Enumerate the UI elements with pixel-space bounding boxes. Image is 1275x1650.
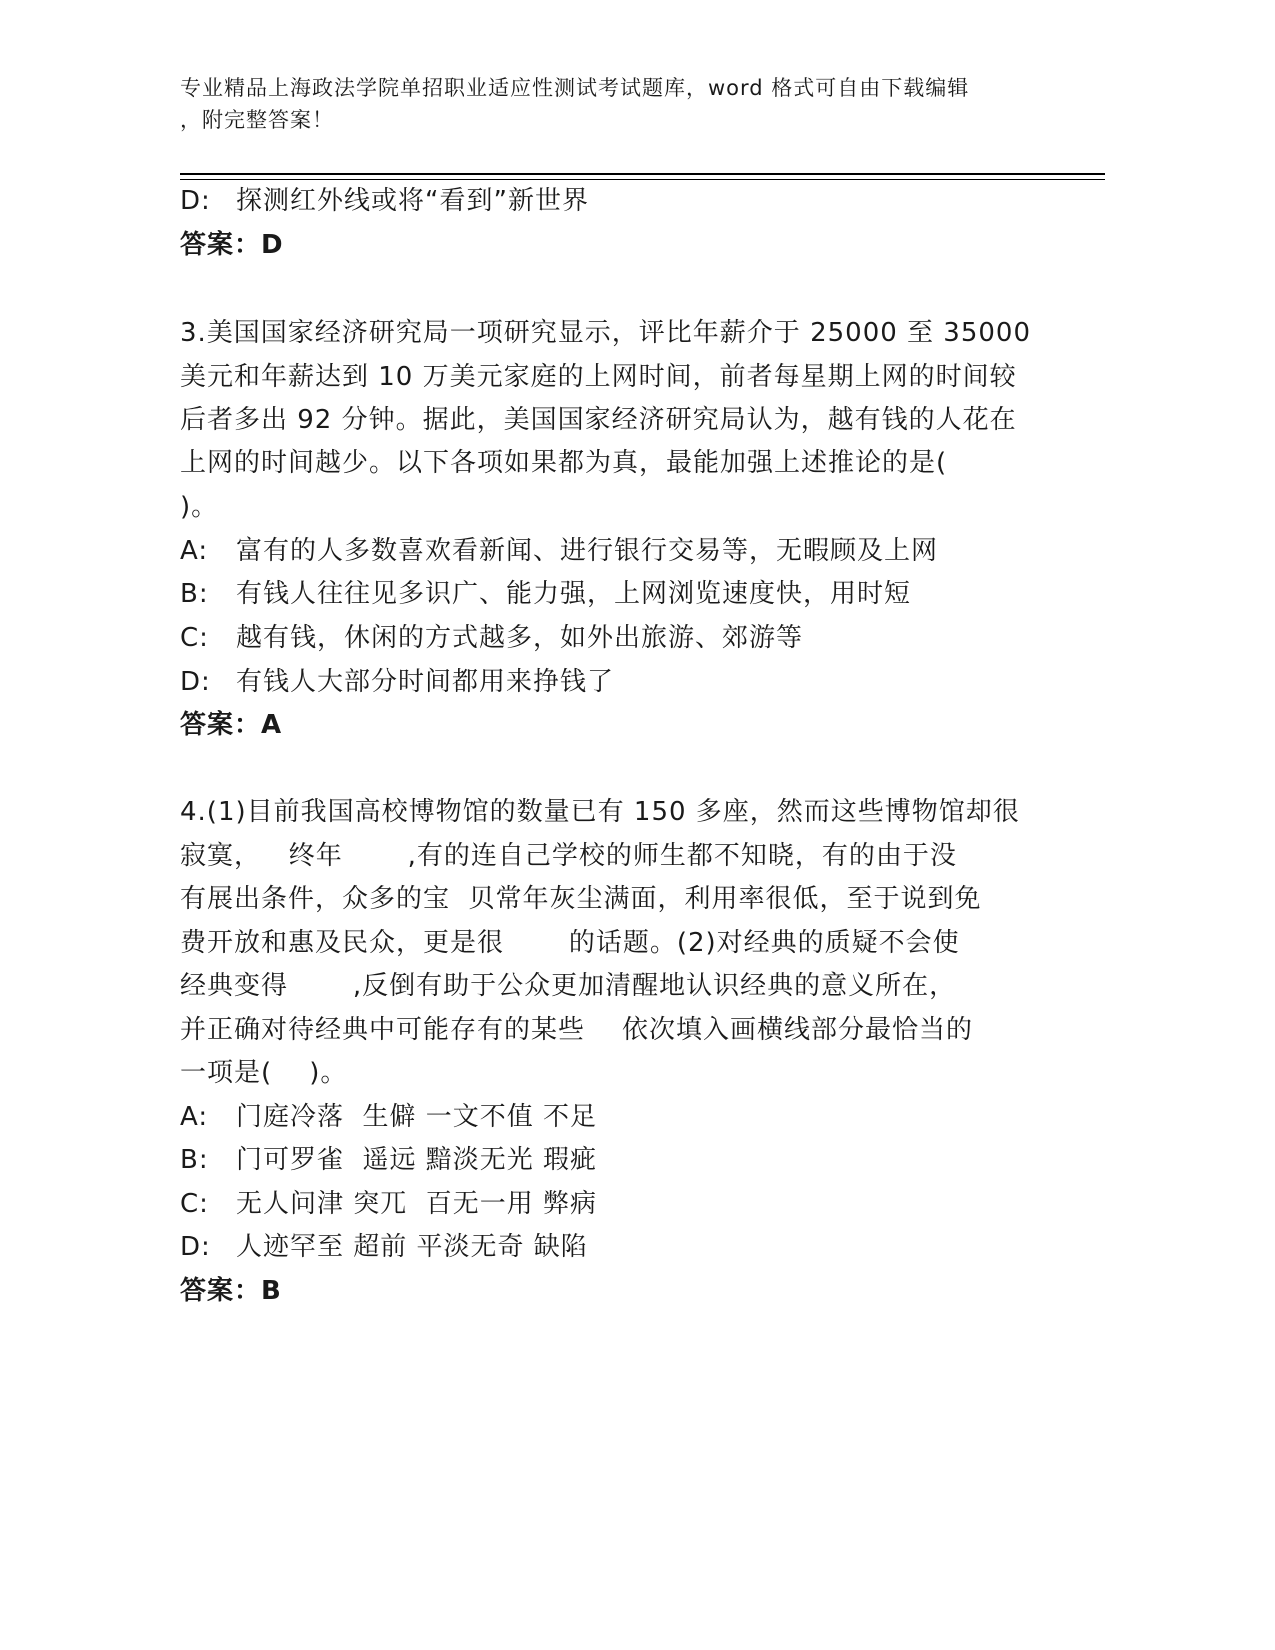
- option-text: 门可罗雀 遥远 黯淡无光 瑕疵: [236, 1145, 598, 1175]
- q4-stem-line: 并正确对待经典中可能存有的某些 依次填入画横线部分最恰当的: [180, 1015, 974, 1045]
- option-text: 有钱人往往见多识广、能力强，上网浏览速度快，用时短: [236, 579, 912, 609]
- q4-stem-line: 经典变得 ,反倒有助于公众更加清醒地认识经典的意义所在，: [180, 971, 957, 1001]
- q3-stem-line: 3.美国国家经济研究局一项研究显示，评比年薪介于 25000 至 35000: [180, 318, 1032, 348]
- header-rule-thick: [180, 173, 1105, 175]
- option-letter: A:: [180, 536, 209, 566]
- option-letter: B:: [180, 579, 209, 609]
- q3-stem-line: )。: [180, 492, 219, 522]
- q4-stem-line: 4.(1)目前我国高校博物馆的数量已有 150 多座，然而这些博物馆却很: [180, 797, 1020, 827]
- q3-answer: 答案：A: [180, 710, 283, 740]
- option-text: 门庭冷落 生僻 一文不值 不足: [236, 1102, 598, 1132]
- option-text: 探测红外线或将“看到”新世界: [236, 186, 589, 216]
- q3-option-a: [180, 536, 938, 566]
- q4-option-a: [180, 1102, 597, 1132]
- q4-stem-line: 一项是( )。: [180, 1058, 348, 1088]
- header-line-1: 专业精品上海政法学院单招职业适应性测试考试题库，word 格式可自由下载编辑: [180, 76, 970, 100]
- q4-answer: 答案：B: [180, 1276, 282, 1306]
- option-text: 越有钱，休闲的方式越多，如外出旅游、郊游等: [236, 623, 804, 653]
- q3-option-b: [180, 579, 911, 609]
- option-letter: C:: [180, 623, 209, 653]
- q4-option-c: [180, 1189, 597, 1219]
- option-letter: D:: [180, 667, 211, 697]
- option-letter: C:: [180, 1189, 209, 1219]
- q2-answer: 答案：D: [180, 230, 284, 260]
- header-rule-thin: [180, 179, 1105, 180]
- q3-option-d: [180, 667, 614, 697]
- q3-stem-line: 美元和年薪达到 10 万美元家庭的上网时间，前者每星期上网的时间较: [180, 362, 1017, 392]
- q3-stem-line: 上网的时间越少。以下各项如果都为真，最能加强上述推论的是(: [180, 448, 948, 478]
- q4-stem-line: 寂寞， 终年 ,有的连自己学校的师生都不知晓，有的由于没: [180, 841, 957, 871]
- option-text: 有钱人大部分时间都用来挣钱了: [236, 667, 615, 697]
- q4-stem-line: 有展出条件，众多的宝 贝常年灰尘满面，利用率很低，至于说到免: [180, 884, 982, 914]
- q4-option-b: [180, 1145, 597, 1175]
- q4-option-d: [180, 1232, 588, 1262]
- option-letter: D:: [180, 186, 211, 216]
- document-header: [180, 72, 1060, 136]
- option-letter: D:: [180, 1232, 211, 1262]
- option-letter: B:: [180, 1145, 209, 1175]
- q3-option-c: [180, 623, 803, 653]
- header-line-2: ，附完整答案！: [180, 108, 334, 132]
- option-letter: A:: [180, 1102, 209, 1132]
- option-text: 人迹罕至 超前 平淡无奇 缺陷: [236, 1232, 588, 1262]
- q2-option-d: [180, 186, 589, 216]
- q4-stem-line: 费开放和惠及民众，更是很 的话题。(2)对经典的质疑不会使: [180, 928, 960, 958]
- option-text: 无人问津 突兀 百无一用 弊病: [236, 1189, 598, 1219]
- q3-stem-line: 后者多出 92 分钟。据此，美国国家经济研究局认为，越有钱的人花在: [180, 405, 1017, 435]
- option-text: 富有的人多数喜欢看新闻、进行银行交易等，无暇顾及上网: [236, 536, 939, 566]
